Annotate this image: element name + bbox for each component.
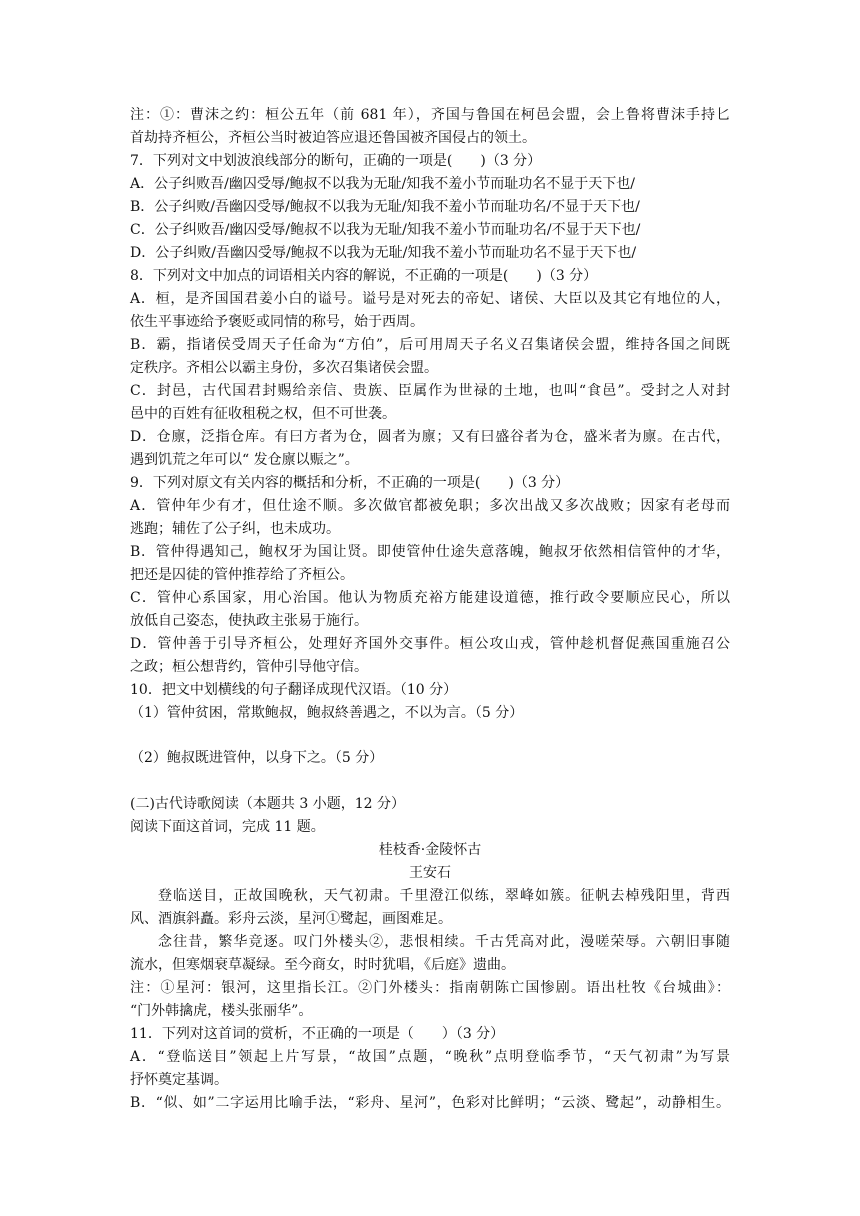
question-8-line: 定秩序。齐相公以霸主身份，多次召集诸侯会盟。: [130, 360, 438, 376]
poem-note-line: 注：①星河：银河，这里指长江。②门外楼头：指南朝陈亡国惨剧。语出杜牧《台城曲》：: [130, 980, 730, 996]
question-7-option-b: B．公子纠败/吾幽囚受辱/鲍叔不以我为无耻/知我不羞小节而耻功名/不显于天下也/: [130, 199, 640, 215]
question-7-option-d: D．公子纠败/吾幽囚受辱/鲍叔不以我为无耻/知我不羞小节而耻功名不显于天下也/: [130, 245, 637, 261]
question-9-line: 把还是囚徒的管仲推荐给了齐桓公。: [130, 567, 354, 583]
poem-line: 登临送目，正故国晚秋，天气初肃。千里澄江似练，翠峰如簇。征帆去棹残阳里，背西: [158, 888, 730, 904]
note-line-2: 首劫持齐桓公，齐桓公当时被迫答应退还鲁国被齐国侵占的领土。: [130, 130, 536, 146]
section-2-heading: (二)古代诗歌阅读（本题共 3 小题，12 分）: [130, 796, 405, 812]
question-9-line: C．管仲心系国家，用心治国。他认为物质充裕方能建设道德，推行政令要顺应民心，所以: [130, 590, 730, 606]
question-11-line: A．“登临送目”领起上片写景，“故国”点题，“晚秋”点明登临季节，“天气初肃”为写景: [130, 1049, 730, 1065]
question-9-line: 之政；桓公想背约，管仲引导他守信。: [130, 659, 368, 675]
poem-note-line: “门外韩擒虎，楼头张丽华”。: [130, 1003, 313, 1019]
question-8-line: 邑中的百姓有征收租税之权，但不可世袭。: [130, 406, 396, 422]
question-11-stem: 11．下列对这首词的赏析，不正确的一项是（ ）（3 分）: [130, 1026, 505, 1042]
poem-line: 风、酒旗斜矗。彩舟云淡，星河①鹭起，画图难足。: [130, 911, 452, 927]
answer-space: [130, 725, 730, 747]
question-9-stem: 9．下列对原文有关内容的概括和分析，不正确的一项是( )（3 分）: [130, 475, 570, 491]
question-8-line: C．封邑，古代国君封赐给亲信、贵族、臣属作为世禄的土地，也叫“食邑”。受封之人对封: [130, 383, 730, 399]
question-9-line: B．管仲得遇知己，鲍权牙为国让贤。即使管仲仕途失意落魄，鲍叔牙依然相信管仲的才华，: [130, 544, 730, 560]
poem-line: 流水，但寒烟衰草凝绿。至今商女，时时犹唱，《后庭》遗曲。: [130, 957, 515, 973]
question-8-line: D．仓廪，泛指仓库。有曰方者为仓，圆者为廪；又有曰盛谷者为仓，盛米者为廪。在古代，: [130, 429, 730, 445]
question-8-line: 遇到饥荒之年可以“ 发仓廪以赈之”。: [130, 452, 359, 468]
question-9-line: D．管仲善于引导齐桓公，处理好齐国外交事件。桓公攻山戎，管仲趁机督促燕国重施召公: [130, 636, 730, 652]
question-8-line: A．桓，是齐国国君姜小白的谥号。谥号是对死去的帝妃、诸侯、大臣以及其它有地位的人，: [130, 291, 730, 307]
question-8-line: 依生平事迹给予褒贬或同情的称号，始于西周。: [130, 314, 424, 330]
question-8-line: B．霸，指诸侯受周天子任命为“方伯”，后可用周天子名义召集诸侯会盟，维持各国之间既: [130, 337, 730, 353]
question-9-line: A．管仲年少有才，但仕途不顺。多次做官都被免职；多次出战又多次战败；因家有老母而: [130, 498, 730, 514]
question-10-sub-1: （1）管仲贫困，常欺鲍叔，鲍叔終善遇之，不以为言。（5 分）: [130, 705, 524, 721]
answer-space: [130, 770, 730, 793]
question-8-stem: 8．下列对文中加点的词语相关内容的解说，不正确的一项是( )（3 分）: [130, 268, 598, 284]
note-line-1: 注：①：曹沫之约：桓公五年（前 681 年），齐国与鲁国在柯邑会盟，会上鲁将曹沫手持匕: [130, 107, 730, 123]
question-7-option-a: A．公子纠败吾/幽囚受辱/鲍叔不以我为无耻/知我不羞小节而耻功名不显于天下也/: [130, 176, 635, 192]
poem-author: 王安石: [409, 865, 451, 881]
question-9-line: 放低自己姿态，使执政主张易于施行。: [130, 613, 368, 629]
question-11-line: 抒怀奠定基调。: [130, 1072, 228, 1088]
page-content: [130, 104, 730, 1115]
question-7-option-c: C．公子纠败吾/幽囚受辱/鲍叔不以我为无耻/知我不羞小节而耻功名/不显于天下也/: [130, 222, 641, 238]
poem-line: 念往昔，繁华竞逐。叹门外楼头②，悲恨相续。千古凭高对此，漫嗟荣辱。六朝旧事随: [158, 934, 730, 950]
question-7-stem: 7．下列对文中划波浪线部分的断句，正确的一项是( )（3 分）: [130, 153, 542, 169]
question-10-stem: 10．把文中划横线的句子翻译成现代汉语。（10 分）: [130, 682, 458, 698]
question-9-line: 逃跑；辅佐了公子纠，也未成功。: [130, 521, 340, 537]
poem-title: 桂枝香·金陵怀古: [378, 842, 482, 858]
question-11-line: B．“似、如”二字运用比喻手法，“彩舟、星河”，色彩对比鲜明；“云淡、鹭起”，动静相生。: [130, 1095, 730, 1111]
question-10-sub-2: （2）鲍叔既进管仲，以身下之。（5 分）: [130, 750, 384, 766]
section-2-instruction: 阅读下面这首词，完成 11 题。: [130, 819, 325, 835]
